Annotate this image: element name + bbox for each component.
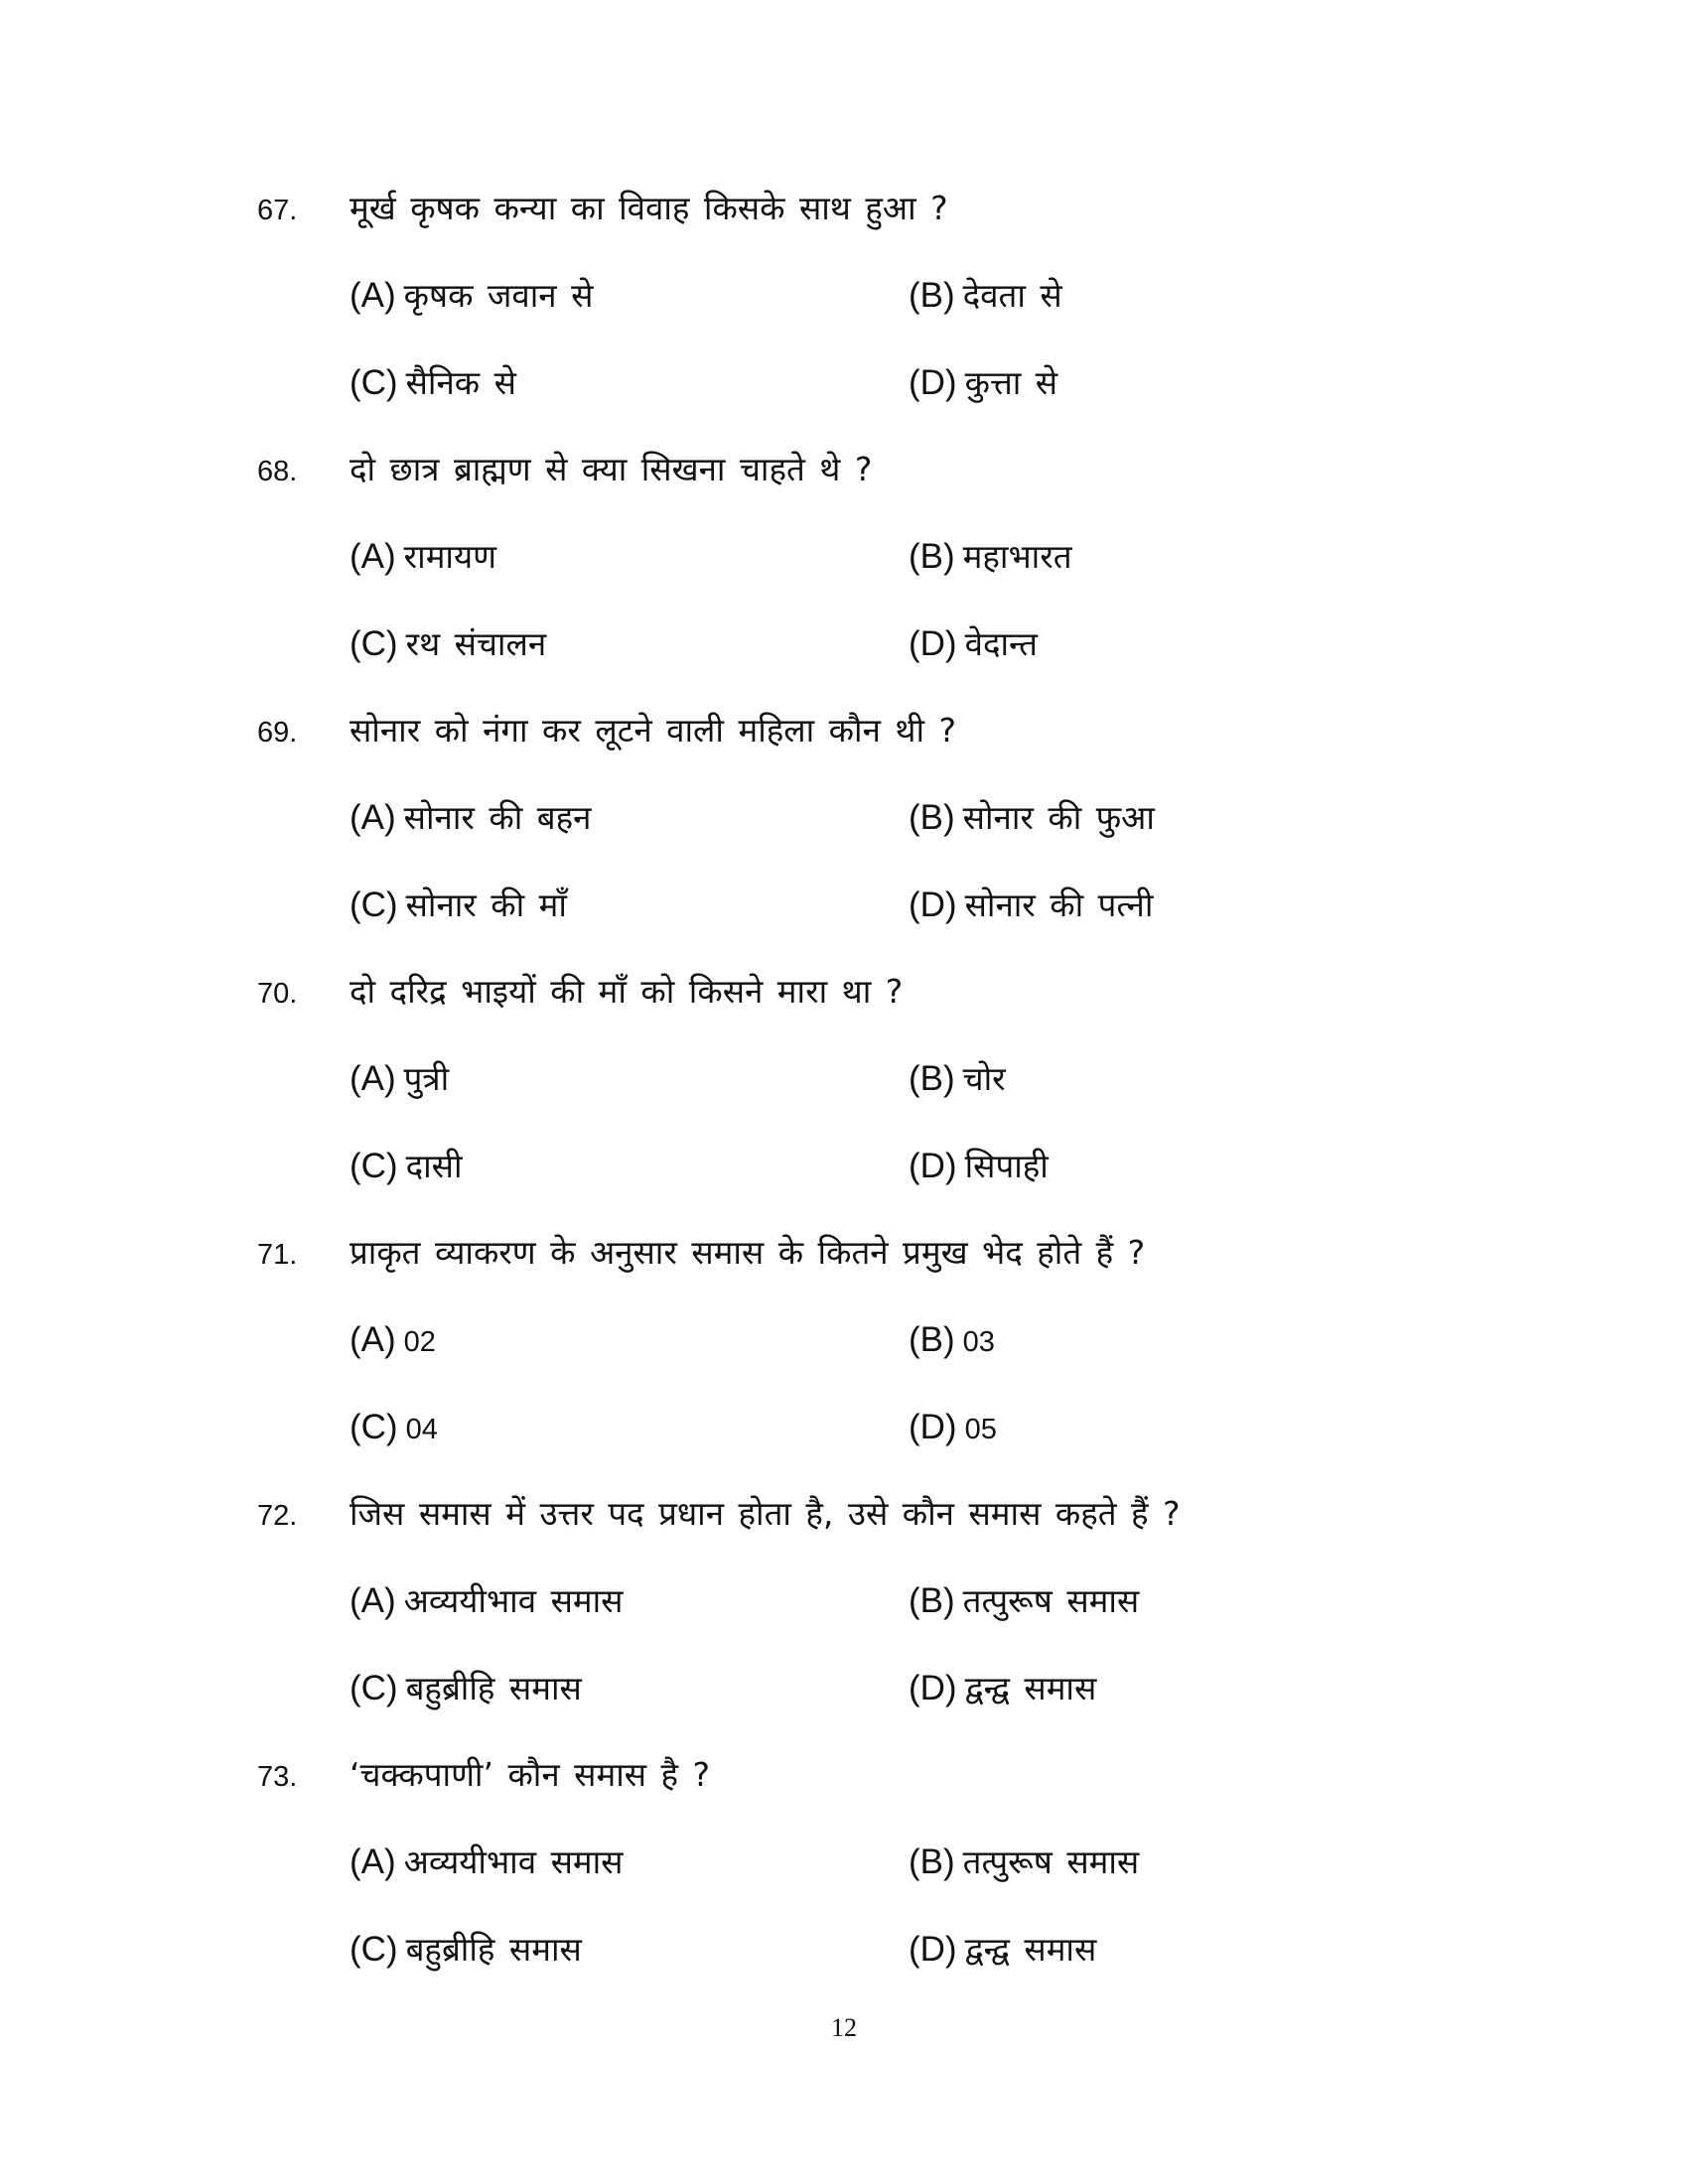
option-text: देवता से xyxy=(962,276,1062,315)
option-label: (C) xyxy=(350,1147,398,1185)
question-number: 68. xyxy=(257,456,298,487)
option-b xyxy=(909,274,1062,318)
option-label: (D) xyxy=(909,1408,957,1446)
option-text: रथ संचालन xyxy=(405,624,547,663)
option-d xyxy=(909,361,1057,405)
option-text: महाभारत xyxy=(962,537,1072,576)
question-72 xyxy=(0,1492,1688,1730)
question-number: 67. xyxy=(257,195,298,226)
option-label: (C) xyxy=(350,363,398,402)
option-label: (A) xyxy=(350,1843,396,1881)
option-a xyxy=(350,1579,623,1623)
option-text: रामायण xyxy=(403,537,496,576)
option-d xyxy=(909,1928,1096,1972)
question-71 xyxy=(0,1231,1688,1469)
option-c xyxy=(350,361,516,405)
option-text: कुत्ता से xyxy=(964,363,1058,402)
question-number: 72. xyxy=(257,1500,298,1532)
option-text: तत्पुरूष समास xyxy=(962,1843,1140,1881)
option-label: (A) xyxy=(350,798,396,837)
option-label: (B) xyxy=(909,1059,955,1098)
option-text: द्वन्द्व समास xyxy=(964,1669,1097,1707)
option-b xyxy=(909,1057,1006,1101)
option-label: (B) xyxy=(909,798,955,837)
option-text: सोनार की पत्नी xyxy=(964,886,1154,924)
option-text: अव्ययीभाव समास xyxy=(403,1581,624,1620)
question-number: 69. xyxy=(257,717,298,749)
option-text: बहुब्रीहि समास xyxy=(405,1669,582,1707)
option-text: दासी xyxy=(405,1147,463,1185)
option-label: (D) xyxy=(909,1669,957,1707)
option-text: पुत्री xyxy=(403,1059,450,1098)
option-a xyxy=(350,274,593,318)
option-label: (A) xyxy=(350,1320,396,1359)
question-text: दो दरिद्र भाइयों की माँ को किसने मारा था ? xyxy=(350,972,904,1011)
option-text: सैनिक से xyxy=(405,363,516,402)
option-label: (B) xyxy=(909,1581,955,1620)
question-text: प्राकृत व्याकरण के अनुसार समास के कितने प्रमुख भेद होते हैं ? xyxy=(350,1233,1146,1272)
option-text: तत्पुरूष समास xyxy=(962,1581,1140,1620)
option-a xyxy=(350,796,591,840)
question-text: ‘चक्कपाणी’ कौन समास है ? xyxy=(350,1755,711,1794)
option-text: सोनार की बहन xyxy=(403,798,592,837)
option-a xyxy=(350,535,496,579)
page-number: 12 xyxy=(831,2013,857,2042)
option-text: सोनार की फुआ xyxy=(962,798,1155,837)
option-c xyxy=(350,1928,582,1972)
option-b xyxy=(909,1318,995,1364)
option-label: (C) xyxy=(350,1930,398,1969)
option-c xyxy=(350,884,567,927)
option-label: (A) xyxy=(350,276,396,315)
question-number: 70. xyxy=(257,978,298,1010)
option-text: सोनार की माँ xyxy=(405,886,567,924)
option-label: (B) xyxy=(909,537,955,576)
question-67 xyxy=(0,187,1688,425)
option-label: (B) xyxy=(909,1320,955,1359)
option-label: (C) xyxy=(350,886,398,924)
option-a xyxy=(350,1057,449,1101)
option-label: (C) xyxy=(350,1408,398,1446)
option-text: अव्ययीभाव समास xyxy=(403,1843,624,1881)
option-c xyxy=(350,622,546,666)
question-text: दो छात्र ब्राह्मण से क्या सिखना चाहते थे ? xyxy=(350,450,873,488)
option-text: द्वन्द्व समास xyxy=(964,1930,1097,1969)
question-73 xyxy=(0,1753,1688,1991)
option-label: (C) xyxy=(350,624,398,663)
option-label: (D) xyxy=(909,1930,957,1969)
question-text: सोनार को नंगा कर लूटने वाली महिला कौन थी ? xyxy=(350,711,957,750)
option-text: वेदान्त xyxy=(964,624,1038,663)
option-text: चोर xyxy=(962,1059,1006,1098)
option-text: 03 xyxy=(962,1326,995,1358)
option-d xyxy=(909,1406,997,1451)
option-label: (B) xyxy=(909,1843,955,1881)
option-label: (D) xyxy=(909,363,957,402)
option-label: (C) xyxy=(350,1669,398,1707)
question-number: 73. xyxy=(257,1761,298,1793)
option-label: (D) xyxy=(909,886,957,924)
option-b xyxy=(909,1579,1139,1623)
question-text: मूर्ख कृषक कन्या का विवाह किसके साथ हुआ ? xyxy=(350,189,948,227)
option-b xyxy=(909,535,1072,579)
option-d xyxy=(909,622,1038,666)
option-text: सिपाही xyxy=(964,1147,1049,1185)
option-b xyxy=(909,1841,1139,1884)
option-text: 02 xyxy=(403,1326,436,1358)
question-text: जिस समास में उत्तर पद प्रधान होता है, उसे कौन समास कहते हैं ? xyxy=(350,1494,1181,1533)
option-c xyxy=(350,1406,438,1451)
option-text: बहुब्रीहि समास xyxy=(405,1930,582,1969)
question-number: 71. xyxy=(257,1239,298,1271)
option-text: 04 xyxy=(405,1414,438,1445)
option-c xyxy=(350,1667,582,1710)
option-b xyxy=(909,796,1155,840)
option-d xyxy=(909,1145,1049,1188)
option-a xyxy=(350,1841,623,1884)
question-68 xyxy=(0,448,1688,686)
option-text: कृषक जवान से xyxy=(403,276,594,315)
question-69 xyxy=(0,709,1688,947)
option-label: (D) xyxy=(909,624,957,663)
option-text: 05 xyxy=(964,1414,997,1445)
option-d xyxy=(909,1667,1096,1710)
option-c xyxy=(350,1145,463,1188)
option-label: (B) xyxy=(909,276,955,315)
option-label: (D) xyxy=(909,1147,957,1185)
option-label: (A) xyxy=(350,1581,396,1620)
option-d xyxy=(909,884,1153,927)
option-label: (A) xyxy=(350,537,396,576)
option-a xyxy=(350,1318,436,1364)
option-label: (A) xyxy=(350,1059,396,1098)
question-70 xyxy=(0,970,1688,1208)
